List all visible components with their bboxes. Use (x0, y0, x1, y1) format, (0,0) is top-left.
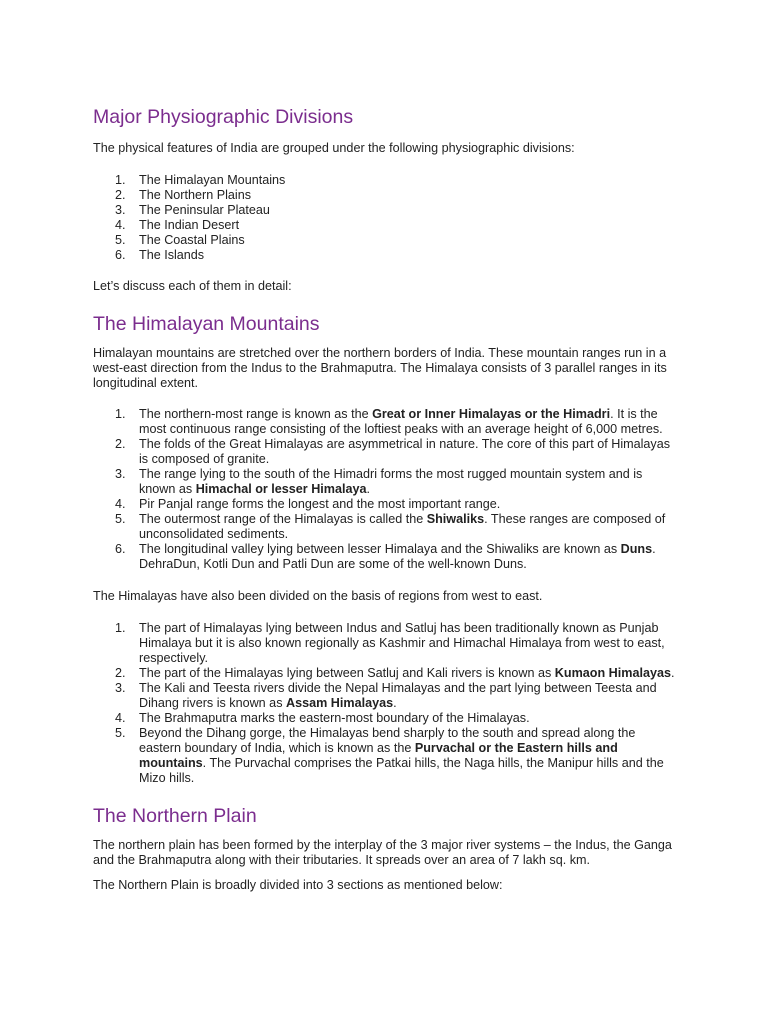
division-label: The Indian Desert (139, 218, 240, 232)
item-text: . It is the most continuous range consisting of the loftiest peaks with an average height of 6,000 metres. (139, 407, 663, 436)
paragraph-northern-intro: The northern plain has been formed by the interplay of the 3 major river systems – the Indus, the Ganga and the Brahmaputra along with their tributaries. It spreads over an area of 7 lakh sq. km. (93, 838, 672, 867)
paragraph-regions-intro: The Himalayas have also been divided on the basis of regions from west to east. (93, 589, 543, 603)
item-text: The outermost range of the Himalayas is called the (139, 512, 427, 526)
list-item: 3. The Peninsular Plateau (115, 203, 270, 217)
document-page (93, 104, 677, 893)
heading-himalayan-mountains: The Himalayan Mountains (93, 313, 320, 335)
paragraph-discuss: Let’s discuss each of them in detail: (93, 279, 292, 293)
list-item: 2. The part of the Himalayas lying between Satluj and Kali rivers is known as Kumaon Himalayas. (115, 666, 675, 680)
item-text: Beyond the Dihang gorge, the Himalayas bend sharply to the south and spread along the eastern boundary of India, which is known as the (139, 726, 636, 755)
list-item: 4. The Brahmaputra marks the eastern-most boundary of the Himalayas. (115, 711, 530, 725)
item-text: . DehraDun, Kotli Dun and Patli Dun are some of the well-known Duns. (139, 542, 656, 571)
list-item: 3. The Kali and Teesta rivers divide the Nepal Himalayas and the part lying between Teesta and Dihang rivers is known as Assam Himalayas. (115, 681, 657, 710)
list-item: 5. The outermost range of the Himalayas is called the Shiwaliks. These ranges are composed of unconsolidated sediments. (115, 512, 666, 541)
item-bold-term: Shiwaliks (426, 512, 485, 526)
list-item: 1. The part of Himalayas lying between Indus and Satluj has been traditionally known as Punjab Himalaya but it is also known regionally as Kashmir and Himachal Himalaya from west to east, respectively. (115, 621, 665, 665)
list-item: 5. The Coastal Plains (115, 233, 245, 247)
item-text: . (366, 482, 371, 496)
list-item: 2. The folds of the Great Himalayas are asymmetrical in nature. The core of this part of Himalayas is composed of granite. (115, 437, 671, 466)
item-text: The northern-most range is known as the (139, 407, 373, 421)
division-label: The Islands (139, 248, 205, 262)
heading-northern-plain: The Northern Plain (93, 805, 257, 827)
paragraph-northern-sections: The Northern Plain is broadly divided into 3 sections as mentioned below: (93, 878, 503, 892)
item-bold-term: Himachal or lesser Himalaya (195, 482, 367, 496)
list-item: 4. Pir Panjal range forms the longest and the most important range. (115, 497, 501, 511)
item-bold-term: Assam Himalayas (286, 696, 394, 710)
item-text: . (393, 696, 397, 710)
item-text: The range lying to the south of the Himadri forms the most rugged mountain system and is known as (139, 467, 643, 496)
item-text: Pir Panjal range forms the longest and the most important range. (139, 497, 501, 511)
ranges-list (93, 407, 677, 572)
division-label: The Coastal Plains (139, 233, 245, 247)
item-text: The part of Himalayas lying between Indus and Satluj has been traditionally known as Punjab Himalaya but it is also known regionally as Kashmir and Himachal Himalaya from west to east, respectively. (139, 621, 665, 665)
item-text: The longitudinal valley lying between lesser Himalaya and the Shiwaliks are known as (139, 542, 621, 556)
list-item: 3. The range lying to the south of the Himadri forms the most rugged mountain system and is known as Himachal or lesser Himalaya. (115, 467, 643, 496)
list-item: 1. The northern-most range is known as the Great or Inner Himalayas or the Himadri. It is the most continuous range consisting of the loftiest peaks with an average height of 6,000 metres. (115, 407, 663, 436)
paragraph-himalayan-intro: Himalayan mountains are stretched over the northern borders of India. These mountain ranges run in a west-east direction from the Indus to the Brahmaputra. The Himalaya consists of 3 parallel ranges in its longitudinal extent. (93, 346, 667, 390)
item-text: . These ranges are composed of unconsolidated sediments. (139, 512, 666, 541)
division-label: The Himalayan Mountains (139, 173, 286, 187)
divisions-list (93, 173, 677, 263)
regions-list (93, 621, 677, 786)
division-label: The Northern Plains (139, 188, 251, 202)
list-item: 1. The Himalayan Mountains (115, 173, 286, 187)
item-text: . The Purvachal comprises the Patkai hills, the Naga hills, the Manipur hills and the Mizo hills. (139, 756, 664, 785)
item-text: The Brahmaputra marks the eastern-most boundary of the Himalayas. (139, 711, 530, 725)
list-item: 4. The Indian Desert (115, 218, 240, 232)
heading-major-divisions: Major Physiographic Divisions (93, 106, 354, 128)
item-text: The Kali and Teesta rivers divide the Nepal Himalayas and the part lying between Teesta and Dihang rivers is known as (139, 681, 657, 710)
paragraph-divisions-intro: The physical features of India are grouped under the following physiographic divisions: (93, 141, 575, 155)
item-bold-term: Great or Inner Himalayas or the Himadri (372, 407, 611, 421)
division-label: The Peninsular Plateau (139, 203, 270, 217)
list-item: 6. The longitudinal valley lying between lesser Himalaya and the Shiwaliks are known as Duns. DehraDun, Kotli Dun and Patli Dun are some of the well-known Duns. (115, 542, 656, 571)
list-item: 5. Beyond the Dihang gorge, the Himalayas bend sharply to the south and spread along the eastern boundary of India, which is known as the Purvachal or the Eastern hills and mountains. The Purvachal comprises the Patkai hills, the Naga hills, the Manipur hills and the Mizo hills. (115, 726, 664, 785)
item-text: The folds of the Great Himalayas are asymmetrical in nature. The core of this part of Himalayas is composed of granite. (139, 437, 671, 466)
list-item: 6. The Islands (115, 248, 205, 262)
item-text: . (670, 666, 675, 680)
item-bold-term: Kumaon Himalayas (554, 666, 671, 680)
item-bold-term: Duns (620, 542, 653, 556)
list-item: 2. The Northern Plains (115, 188, 251, 202)
item-bold-term: Purvachal or the Eastern hills and mountains (139, 741, 618, 770)
item-text: The part of the Himalayas lying between Satluj and Kali rivers is known as (139, 666, 555, 680)
